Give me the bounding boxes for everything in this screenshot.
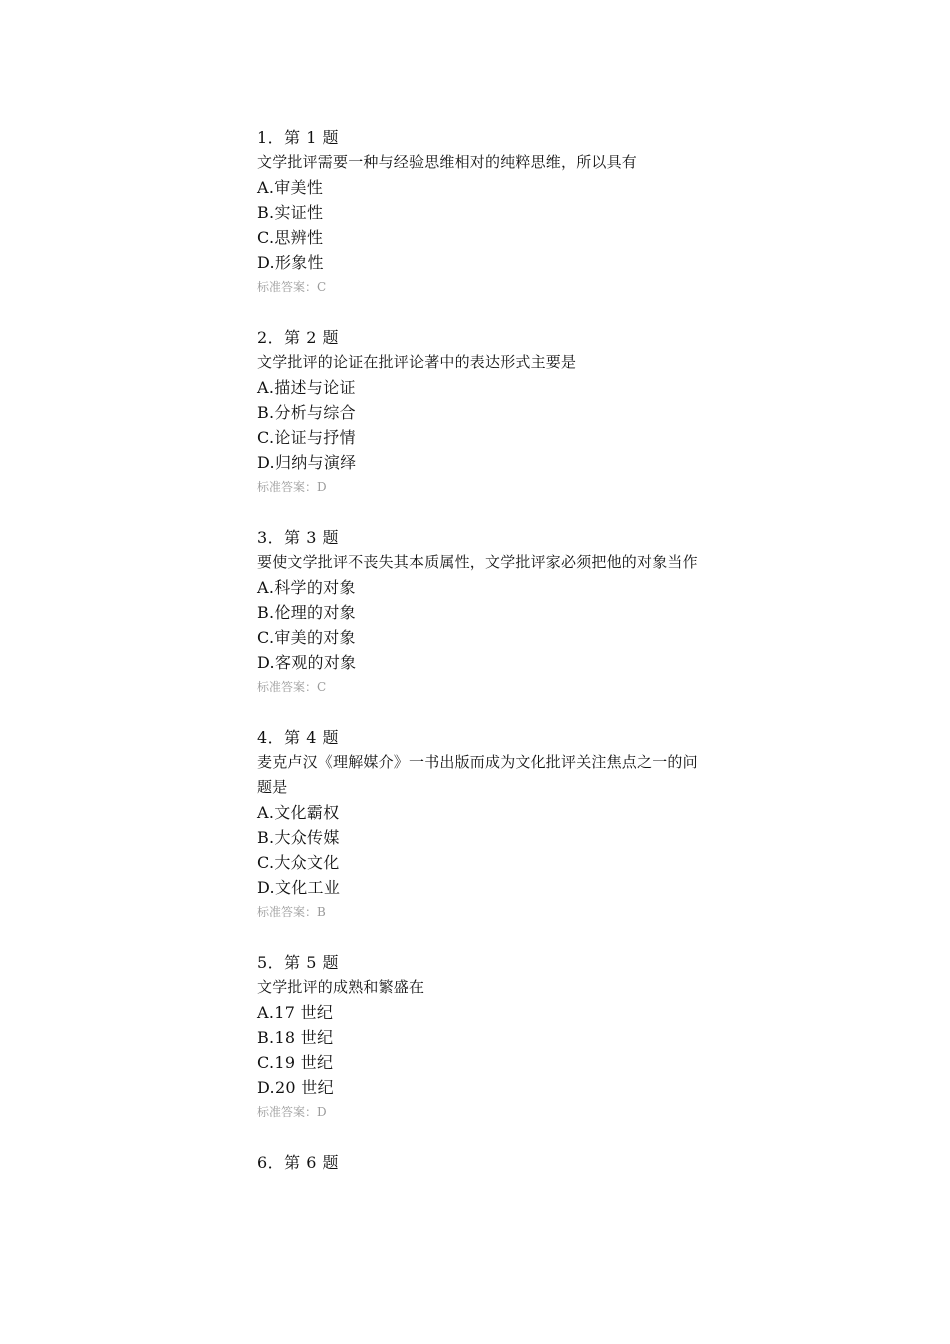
answer-value: D xyxy=(317,1105,327,1119)
answer-label: 标准答案： xyxy=(257,1105,318,1119)
option-a: A.文化霸权 xyxy=(257,803,340,822)
option-c: C.思辨性 xyxy=(257,228,324,247)
question-title: 6．第 6 题 xyxy=(257,1153,340,1172)
answer-value: B xyxy=(317,905,326,919)
answer-value: D xyxy=(317,480,327,494)
answer-value: C xyxy=(317,280,327,294)
answer-label: 标准答案： xyxy=(257,280,318,294)
question-stem: 文学批评的论证在批评论著中的表达形式主要是 xyxy=(257,353,577,371)
question-5 xyxy=(257,950,707,1125)
answer-value: C xyxy=(317,680,327,694)
option-b: B.18 世纪 xyxy=(257,1028,334,1047)
answer-label: 标准答案： xyxy=(257,680,318,694)
question-list xyxy=(257,125,707,1200)
option-a: A.描述与论证 xyxy=(257,378,356,397)
option-a: A.17 世纪 xyxy=(257,1003,334,1022)
question-title: 2．第 2 题 xyxy=(257,328,340,347)
question-title: 1．第 1 题 xyxy=(257,128,340,147)
option-b: B.大众传媒 xyxy=(257,828,340,847)
option-d: D.形象性 xyxy=(257,253,324,272)
question-6 xyxy=(257,1150,707,1175)
question-stem: 要使文学批评不丧失其本质属性，文学批评家必须把他的对象当作 xyxy=(257,553,698,571)
option-c: C.论证与抒情 xyxy=(257,428,356,447)
option-d: D.文化工业 xyxy=(257,878,341,897)
standard-answer xyxy=(257,675,707,700)
option-b: B.实证性 xyxy=(257,203,324,222)
standard-answer xyxy=(257,475,707,500)
question-4 xyxy=(257,725,707,925)
standard-answer xyxy=(257,900,707,925)
question-title: 5．第 5 题 xyxy=(257,953,340,972)
answer-label: 标准答案： xyxy=(257,905,318,919)
option-c: C.大众文化 xyxy=(257,853,340,872)
option-b: B.分析与综合 xyxy=(257,403,356,422)
answer-label: 标准答案： xyxy=(257,480,318,494)
option-a: A.科学的对象 xyxy=(257,578,356,597)
option-d: D.归纳与演绎 xyxy=(257,453,357,472)
question-stem: 文学批评的成熟和繁盛在 xyxy=(257,978,425,996)
question-stem: 文学批评需要一种与经验思维相对的纯粹思维，所以具有 xyxy=(257,153,638,171)
question-2 xyxy=(257,325,707,500)
standard-answer xyxy=(257,1100,707,1125)
option-b: B.伦理的对象 xyxy=(257,603,356,622)
option-c: C.审美的对象 xyxy=(257,628,356,647)
option-c: C.19 世纪 xyxy=(257,1053,334,1072)
standard-answer xyxy=(257,275,707,300)
option-d: D.客观的对象 xyxy=(257,653,357,672)
question-stem: 麦克卢汉《理解媒介》一书出版而成为文化批评关注焦点之一的问题是 xyxy=(257,753,698,796)
question-3 xyxy=(257,525,707,700)
question-title: 3．第 3 题 xyxy=(257,528,340,547)
option-d: D.20 世纪 xyxy=(257,1078,334,1097)
question-1 xyxy=(257,125,707,300)
question-title: 4．第 4 题 xyxy=(257,728,340,747)
option-a: A.审美性 xyxy=(257,178,324,197)
